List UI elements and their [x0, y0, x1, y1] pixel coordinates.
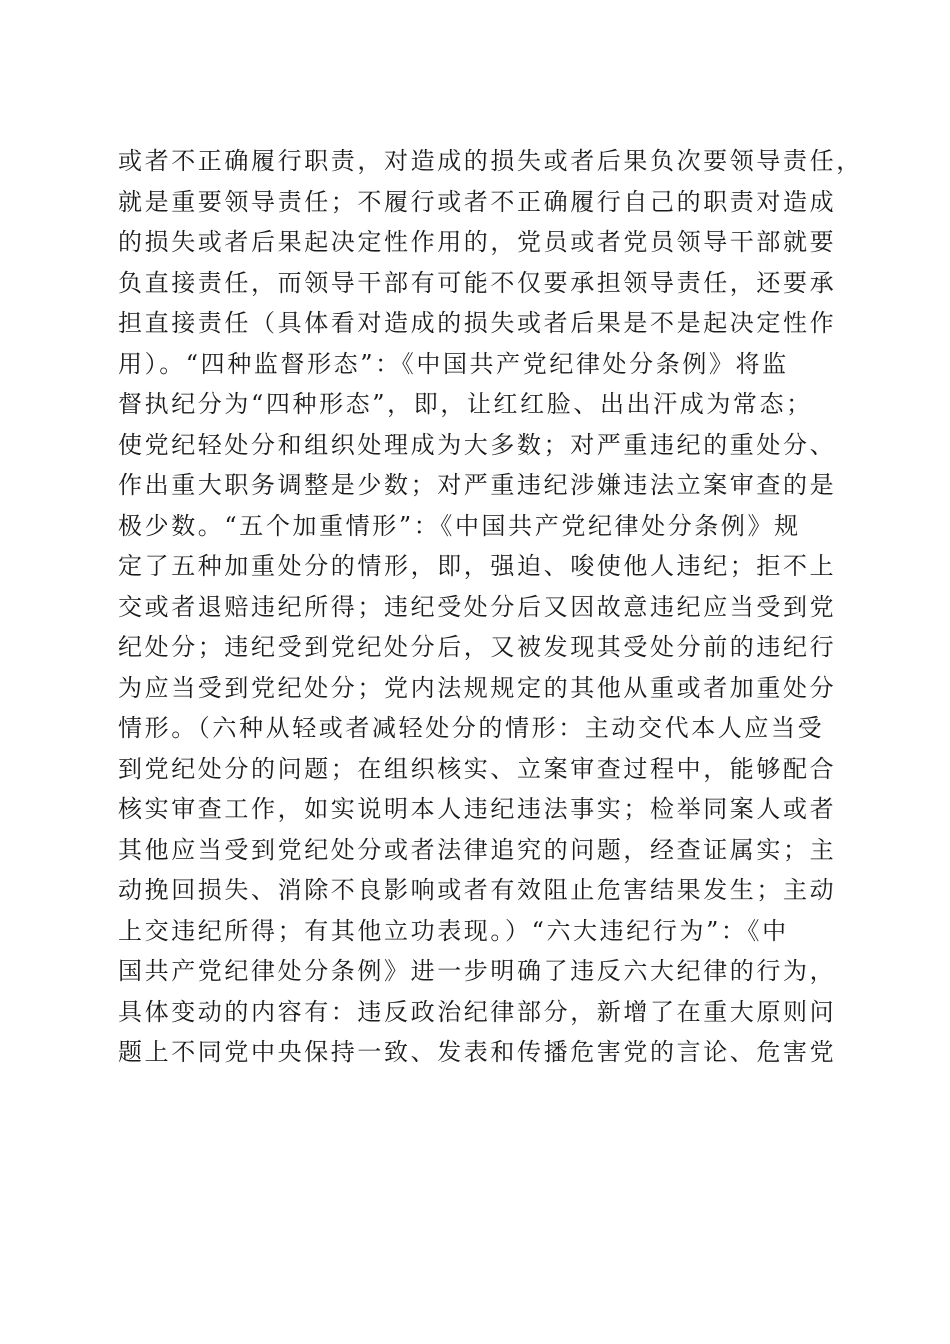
text-line: 使党纪轻处分和组织处理成为大多数；对严重违纪的重处分、	[118, 430, 837, 459]
text-line: 作出重大职务调整是少数；对严重违纪涉嫌违法立案审查的是	[118, 471, 837, 499]
text-line: 负直接责任，而领导干部有可能不仅要承担领导责任，还要承	[118, 268, 837, 297]
text-line: 情形。（六种从轻或者减轻处分的情形：主动交代本人应当受	[118, 714, 825, 742]
text-line: 核实审查工作，如实说明本人违纪违法事实；检举同案人或者	[118, 795, 837, 823]
text-line: 具体变动的内容有：违反政治纪律部分，新增了在重大原则问	[118, 997, 837, 1026]
text-line: 督执纪分为“四种形态”，即，让红红脸、出出汗成为常态；	[118, 390, 813, 418]
text-line: 动挽回损失、消除不良影响或者有效阻止危害结果发生；主动	[118, 876, 837, 904]
text-line: 或者不正确履行职责，对造成的损失或者后果负次要领导责任，	[118, 147, 863, 175]
text-line: 国共产党纪律处分条例》进一步明确了违反六大纪律的行为，	[118, 957, 837, 985]
body-text	[118, 141, 863, 1073]
text-line: 用）。“四种监督形态”：《中国共产党纪律处分条例》将监	[118, 349, 789, 378]
text-line: 担直接责任（具体看对造成的损失或者后果是不是起决定性作	[118, 309, 837, 337]
text-line: 题上不同党中央保持一致、发表和传播危害党的言论、危害党	[118, 1038, 837, 1066]
text-line: 上交违纪所得；有其他立功表现。）“六大违纪行为”：《中	[118, 916, 789, 945]
text-line: 就是重要领导责任；不履行或者不正确履行自己的职责对造成	[118, 187, 837, 216]
text-line: 定了五种加重处分的情形，即，强迫、唆使他人违纪；拒不上	[118, 552, 837, 580]
text-line: 到党纪处分的问题；在组织核实、立案审查过程中，能够配合	[118, 754, 837, 783]
text-line: 极少数。“五个加重情形”：《中国共产党纪律处分条例》规	[118, 511, 801, 540]
text-line: 为应当受到党纪处分；党内法规规定的其他从重或者加重处分	[118, 673, 837, 702]
text-line: 纪处分；违纪受到党纪处分后，又被发现其受处分前的违纪行	[118, 633, 837, 661]
text-line: 的损失或者后果起决定性作用的，党员或者党员领导干部就要	[118, 228, 837, 256]
text-line: 其他应当受到党纪处分或者法律追究的问题，经查证属实；主	[118, 835, 837, 864]
text-line: 交或者退赔违纪所得；违纪受处分后又因故意违纪应当受到党	[118, 592, 837, 621]
